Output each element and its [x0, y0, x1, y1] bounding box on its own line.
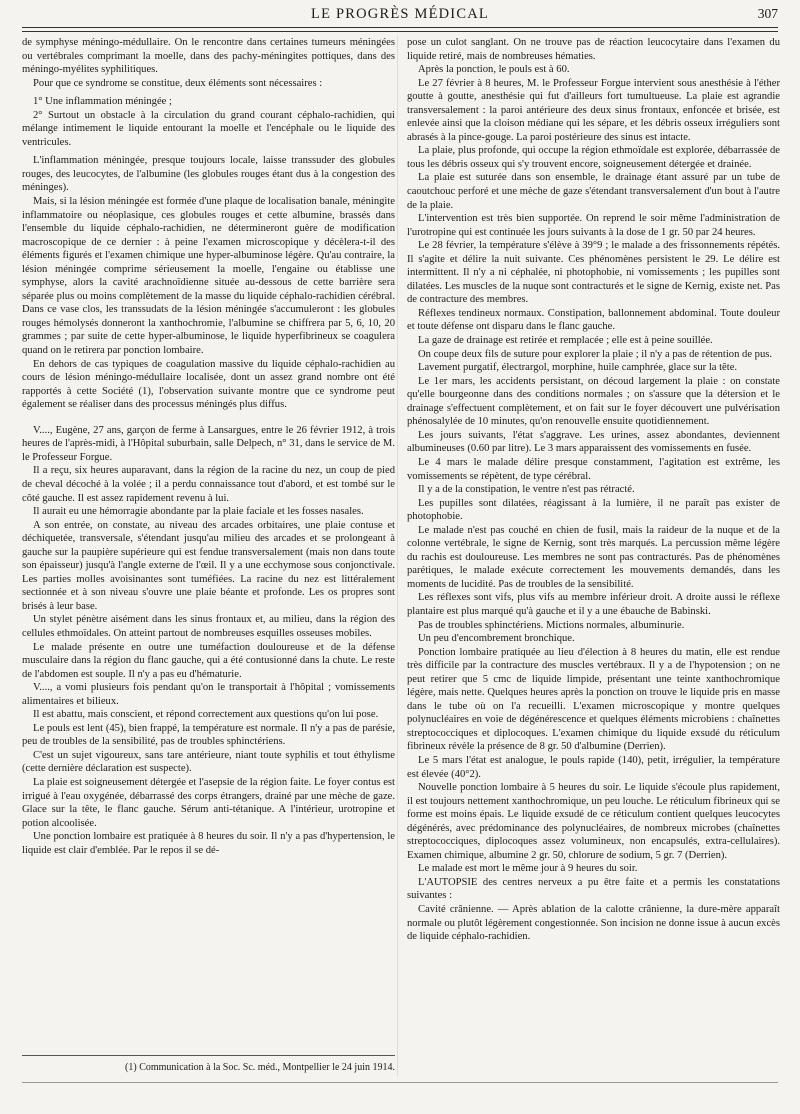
paragraph: Le malade est mort le même jour à 9 heures du soir.: [418, 863, 638, 875]
header-rule-top: [22, 27, 778, 28]
paragraph: 1° Une inflammation méningée ;: [33, 96, 172, 108]
paragraph: Pas de troubles sphinctériens. Mictions normales, albuminurie.: [418, 619, 685, 631]
footnote: (1) Communication à la Soc. Sc. méd., Montpellier le 24 juin 1914.: [125, 1062, 395, 1073]
header-rule-bottom: [22, 31, 778, 32]
paragraph: Les réflexes sont vifs, plus vifs au membre inférieur droit. A droite aussi le réflexe plantaire est plus marqué qu'à gauche et il y a une ébauche de Babinski.: [407, 592, 780, 617]
paragraph: V...., a vomi plusieurs fois pendant qu'on le transportait à l'hôpital ; vomissements alimentaires et bilieux.: [22, 682, 395, 707]
paragraph: Ponction lombaire pratiquée au lieu d'élection à 8 heures du matin, elle est rendue très difficile par la contracture des muscles vertébraux. Il y a de l'hypotension ; on ne peut retirer que 5 cmc de liquide limpide, présentant une teinte xanthochromique légère, mais nette. Quelques heures après la ponction on trouve le liquide pris en masse dans le tube où on l'a recueilli. L'examen microscopique y montre quelques polynucléaires en voie de dégénérescence et quelques éléments microbiens : chaînettes streptococciques et diplocoques. L'examen chimique du liquide exsudé du réticulum fibrineux révèle la présence de 8 gr. 50 d'albumine (Derrien).: [407, 646, 780, 753]
paragraph: Le pouls est lent (45), bien frappé, la température est normale. Il n'y a pas de parésie, peu de troubles de la sensibilité, pas de troubles sphinctériens.: [22, 722, 395, 748]
paragraph: Le malade n'est pas couché en chien de fusil, mais la raideur de la nuque et de la colonne vertébrale, le signe de Kernig, sont très marqués. La percussion même légère du rachis est douloureuse. Les membres ne sont pas contracturés. Pas de phénomènes parétiques, le malade exécute correctement les mouvements demandés, dans les moments de lucidité. Pas de troubles de la sensibilité.: [407, 524, 780, 590]
paragraph: On coupe deux fils de suture pour explorer la plaie ; il n'y a pas de rétention de pus.: [418, 348, 773, 360]
paragraph: Le 4 mars le malade délire presque constamment, l'agitation est extrême, les vomissements se répètent, de type cérébral.: [407, 456, 780, 482]
paragraph: Mais, si la lésion méningée est formée d'une plaque de localisation banale, méningite inflammatoire ou néoplasique, ces globules rouges et cette albumine, brassés dans l'ensemble du liquide céphalo-rachidien, ne détermineront guère de modification macroscopique de ce dernier : à peine l'examen microscopique y décèlera-t-il des éléments figurés et l'examen chimique une hyper-albuminose légère. Qu'au contraire, la lésion méningée comprime sérieusement la moelle, l'engaine ou établisse une symphyse, alors la cavité arachnoïdienne située au-dessous de cette barrière sera séparée plus ou moins complètement de la masse du liquide céphalo-rachidien cérébral. Dans ce vase clos, les transsudats de la lésion méningée s'accumuleront : les globules rouges hémolysés donneront la xanthochromie, l'albumine se chiffrera par 5, 6, 10, 20 grammes ; par suite de cette hyper-albuminose, le liquide hyperfibrineux se coagulera quand on le retirera par ponction lombaire.: [22, 196, 395, 357]
paragraph: L'intervention est très bien supportée. On reprend le soir même l'administration de l'urotropine qui est continuée les jours suivants à la dose de 1 gr. 50 par 24 heures.: [407, 213, 780, 238]
paragraph: C'est un sujet vigoureux, sans tare antérieure, niant toute syphilis et tout éthylisme (cette dernière déclaration est suspecte).: [22, 749, 395, 775]
paragraph: Après la ponction, le pouls est à 60.: [418, 64, 570, 76]
column-separator: [397, 36, 398, 1076]
paragraph: Il aurait eu une hémorragie abondante par la plaie faciale et les fosses nasales.: [33, 506, 364, 518]
left-column: [22, 36, 395, 857]
paragraph: Nouvelle ponction lombaire à 5 heures du soir. Le liquide s'écoule plus rapidement, il est toujours nettement xanthochromique, un peu louche. Le réticulum fibrineux qui se forme est moins épais. Le liquide exsudé de ce réticulum contient quelques leucocytes dégénérés, avec prédominance des polynucléaires, de nombreux microbes (chaînettes streptococciques, diplocoques assez volumineux, non encapsulés, extra-cellulaires). Examen chimique, albumine 2 gr. 50, chlorure de sodium, 5 gr. 7 (Derrien).: [407, 782, 780, 861]
right-column: [407, 36, 780, 944]
paragraph: Un peu d'encombrement bronchique.: [418, 633, 575, 645]
page-number: 307: [757, 6, 778, 21]
paragraph: La plaie, plus profonde, qui occupe la région ethmoïdale est explorée, débarrassée de tous les débris osseux qui s'y trouvent encore, soigneusement détergée et drainée.: [407, 145, 780, 170]
paragraph: Le 27 février à 8 heures, M. le Professeur Forgue intervient sous anesthésie à l'éther goutte à goutte, anesthésie qui fut d'ailleurs fort tumultueuse. La plaie est agrandie transversalement : la paroi antérieure des deux sinus frontaux, enfoncée et brisée, est enlevée ainsi que la cloison médiane qui les sépare, et les débris osseux irréguliers sont abrasés à la pince-gouge. La paroi postérieure des sinus est intacte.: [407, 77, 780, 143]
paragraph: Il a reçu, six heures auparavant, dans la région de la racine du nez, un coup de pied de cheval décoché à la volée ; il a perdu connaissance tout d'abord, et est tombé sur le côté gauche. Il est assez rapidement revenu à lui.: [22, 465, 395, 504]
paragraph: Le 28 février, la température s'élève à 39°9 ; le malade a des frissonnements répétés. Il s'agite et délire la nuit suivante. Ces phénomènes persistent le 29. Le délire est intermittent. Il n'y a ni céphalée, ni photophobie, ni vomissements ; les pupilles sont dilatées. Les muscles de la nuque sont contracturés et le signe de Kernig, existe net. Pas de contracture des membres.: [407, 240, 780, 306]
running-head: [22, 6, 778, 26]
paragraph: La plaie est soigneusement détergée et l'asepsie de la région faite. Le foyer contus est irrigué à l'eau oxygénée, débarrassé des corps étrangers, drainé par une mèche de gaze. Glace sur la tête, le flanc gauche. Sérum anti-tétanique. A l'intérieur, urotropine et potion alcoolisée.: [22, 776, 395, 829]
paragraph: V...., Eugène, 27 ans, garçon de ferme à Lansargues, entre le 26 février 1912, à trois heures de l'après-midi, à l'Hôpital suburbain, salle Delpech, n° 31, dans le service de M. le Professeur Forgue.: [22, 424, 395, 463]
paragraph: Il y a de la constipation, le ventre n'est pas rétracté.: [418, 484, 635, 496]
paragraph: Lavement purgatif, électrargol, morphine, huile camphrée, glace sur la tête.: [418, 362, 738, 374]
paragraph: La gaze de drainage est retirée et remplacée ; elle est à peine souillée.: [418, 335, 713, 347]
paragraph: Cavité crânienne. — Après ablation de la calotte crânienne, la dure-mère apparaît normale ou plutôt légèrement congestionnée. Son incision ne donne issue à aucun excès de liquide céphalo-rachidien.: [407, 904, 780, 943]
paragraph: 2° Surtout un obstacle à la circulation du grand courant céphalo-rachidien, qui mélange intimement le liquide entourant la moelle et l'encéphale ou le liquide des ventricules.: [22, 109, 395, 148]
paragraph: pose un culot sanglant. On ne trouve pas de réaction leucocytaire dans l'examen du liquide retiré, mais de nombreuses hématies.: [407, 37, 780, 62]
paragraph: En dehors de cas typiques de coagulation massive du liquide céphalo-rachidien au cours de lésion méningo-médullaire localisée, dont un assez grand nombre ont été rapportés à cette Société (1), l'observation suivante montre que ce syndrome peut également se réaliser dans des processus méningés plus diffus.: [22, 358, 395, 411]
paragraph: A son entrée, on constate, au niveau des arcades orbitaires, une plaie contuse et déchiquetée, transversale, s'étendant jusqu'au milieu des arcades et se prolongeant à gauche sur la paupière supérieure qui est fendue transversalement (mais non dans toute son épaisseur) jusqu'à l'angle externe de l'œil. Il y a une ecchymose sous conjonctivale. Les parties molles avoisinantes sont tuméfiées. La racine du nez est littéralement sectionnée et à son niveau s'ouvre une plaie béante et profonde. Les os propres sont brisés à leur base.: [22, 519, 395, 612]
paragraph: Le 5 mars l'état est analogue, le pouls rapide (140), petit, irrégulier, la température est élevée (40°2).: [407, 754, 780, 780]
paragraph: Pour que ce syndrome se constitue, deux éléments sont nécessaires :: [33, 77, 323, 89]
paragraph: L'inflammation méningée, presque toujours locale, laisse transsuder des globules rouges, des leucocytes, de l'albumine (les globules rouges étant dus à la congestion des méninges).: [22, 155, 395, 194]
paragraph: L'AUTOPSIE des centres nerveux a pu être faite et a permis les constatations suivantes :: [407, 876, 780, 902]
paragraph: Les pupilles sont dilatées, réagissant à la lumière, il ne paraît pas exister de photophobie.: [407, 497, 780, 523]
paragraph: Le 1er mars, les accidents persistant, on découd largement la plaie : on constate qu'elle bourgeonne dans des conditions normales ; on s'assure que la détersion et le drainage s'effectuent complètement, et on fait sur le foyer découvert une pulvérisation phénosalylée de 10 minutes, qu'on renouvelle ensuite quotidiennement.: [407, 375, 780, 428]
paragraph: Une ponction lombaire est pratiquée à 8 heures du soir. Il n'y a pas d'hypertension, le liquide est clair d'emblée. Par le repos il se dé-: [22, 831, 395, 856]
paragraph: Le malade présente en outre une tuméfaction douloureuse et de la défense musculaire dans la région du flanc gauche, qui a été contusionné dans la chute. Le reste de l'abdomen est souple. Il n'y a pas eu d'hématurie.: [22, 641, 395, 680]
paragraph: Il est abattu, mais conscient, et répond correctement aux questions qu'on lui pose.: [33, 709, 379, 721]
paragraph: Un stylet pénètre aisément dans les sinus frontaux et, au milieu, dans la région des cellules ethmoïdales. On atteint partout de nombreuses esquilles osseuses mobiles.: [22, 614, 395, 639]
paragraph: La plaie est suturée dans son ensemble, le drainage étant assuré par un tube de caoutchouc perforé et une mèche de gaze s'étendant transversalement d'un bout à l'autre de la plaie.: [407, 172, 780, 211]
footnote-rule: [22, 1055, 395, 1056]
paragraph: Réflexes tendineux normaux. Constipation, ballonnement abdominal. Toute douleur et toute défense ont disparu dans le flanc gauche.: [407, 307, 780, 333]
bottom-rule: [22, 1082, 778, 1083]
paragraph: Les jours suivants, l'état s'aggrave. Les urines, assez abondantes, deviennent albumineuses (0.60 par litre). Le 3 mars apparaissent des vomissements en fusée.: [407, 429, 780, 455]
paragraph: de symphyse méningo-médullaire. On le rencontre dans certaines tumeurs méningées ou vertébrales comprimant la moelle, dans des pachy-méningites pottiques, dans des méningo-myélites syphilitiques.: [22, 37, 395, 76]
journal-title: LE PROGRÈS MÉDICAL: [311, 6, 489, 22]
